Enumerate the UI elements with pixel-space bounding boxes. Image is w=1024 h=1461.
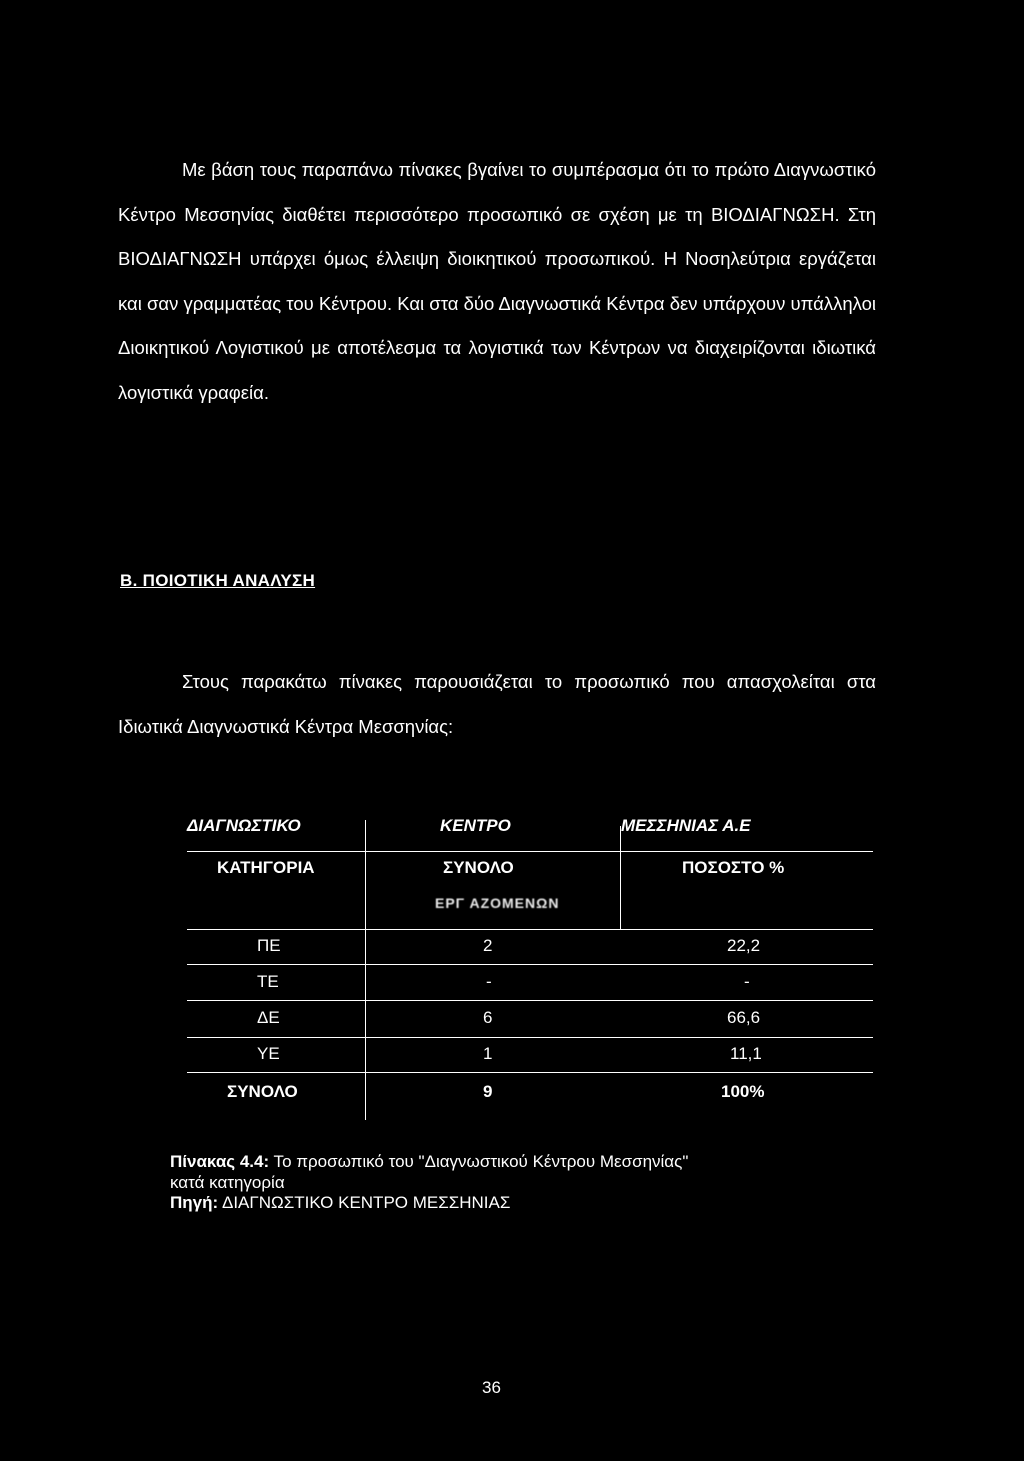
row-category-total: ΣΥΝΟΛΟ — [227, 1082, 298, 1101]
row-percent: 66,6 — [727, 1008, 761, 1027]
table-divider-right — [620, 826, 621, 930]
row-percent: - — [744, 972, 750, 991]
header-category: ΚΑΤΗΓΟΡΙΑ — [217, 858, 315, 877]
source-label: Πηγή: — [170, 1193, 219, 1212]
row-percent: 11,1 — [730, 1044, 762, 1063]
header-total-sub: ΕΡΓ ΑΖΟΜΕΝΩΝ — [435, 895, 560, 911]
caption-label: Πίνακας 4.4: — [170, 1152, 270, 1171]
header-total: ΣΥΝΟΛΟ — [443, 858, 514, 877]
row-category: ΠΕ — [257, 936, 281, 955]
header-percent: ΠΟΣΟΣΤΟ % — [682, 858, 785, 877]
table-title-part-2: ΚΕΝΤΡΟ — [440, 816, 511, 835]
table-rule — [187, 929, 873, 930]
row-percent-total: 100% — [721, 1082, 765, 1101]
row-total: 2 — [483, 936, 493, 955]
table-title-part-1: ΔΙΑΓΝΩΣΤΙΚΟ — [187, 816, 301, 835]
caption-source — [170, 1193, 510, 1213]
table-rule — [187, 1072, 873, 1073]
row-category: ΔΕ — [257, 1008, 280, 1027]
section-paragraph: Στους παρακάτω πίνακες παρουσιάζεται το προσωπικό που απασχολείται στα Ιδιωτικά Διαγνωστικά Κέντρα Μεσσηνίας: — [118, 671, 876, 737]
table-caption — [170, 1152, 688, 1172]
caption-line-2: κατά κατηγορία — [170, 1173, 285, 1192]
row-percent: 22,2 — [727, 936, 761, 955]
section-heading: Β. ΠΟΙΟΤΙΚΗ ΑΝΑΛΥΣΗ — [120, 571, 316, 590]
table-title-part-3: ΜΕΣΣΗΝΙΑΣ Α.Ε — [621, 816, 751, 835]
intro-paragraph: Με βάση τους παραπάνω πίνακες βγαίνει το συμπέρασμα ότι το πρώτο Διαγνωστικό Κέντρο Μεσσηνίας διαθέτει περισσότερο προσωπικό σε σχέση με τη ΒΙΟΔΙΑΓΝΩΣΗ. Στη ΒΙΟΔΙΑΓΝΩΣΗ υπάρχει όμως έλλειψη διοικητικού προσωπικού. Η Νοσηλεύτρια εργάζεται και σαν γραμματέας του Κέντρου. Και στα δύο Διαγνωστικά Κέντρα δεν υπάρχουν υπάλληλοι Διοικητικού Λογιστικού με αποτέλεσμα τα λογιστικά των Κέντρων να διαχειρίζονται ιδιωτικά λογιστικά γραφεία. — [118, 159, 876, 403]
page-number: 36 — [482, 1378, 501, 1397]
source-text: ΔΙΑΓΝΩΣΤΙΚΟ ΚΕΝΤΡΟ ΜΕΣΣΗΝΙΑΣ — [218, 1193, 511, 1212]
row-total: 1 — [483, 1044, 493, 1063]
row-total-sum: 9 — [483, 1082, 493, 1101]
row-total: 6 — [483, 1008, 493, 1027]
table-rule — [187, 1037, 873, 1038]
row-total: - — [486, 972, 492, 991]
caption-text: Το προσωπικό του "Διαγνωστικού Κέντρου Μεσσηνίας" — [269, 1152, 689, 1171]
table-rule — [187, 964, 873, 965]
table-title — [187, 816, 872, 840]
table-divider-left — [365, 820, 366, 1120]
table-rule — [187, 1000, 873, 1001]
row-category: ΤΕ — [257, 972, 279, 991]
table-rule — [187, 851, 873, 852]
row-category: ΥΕ — [257, 1044, 280, 1063]
